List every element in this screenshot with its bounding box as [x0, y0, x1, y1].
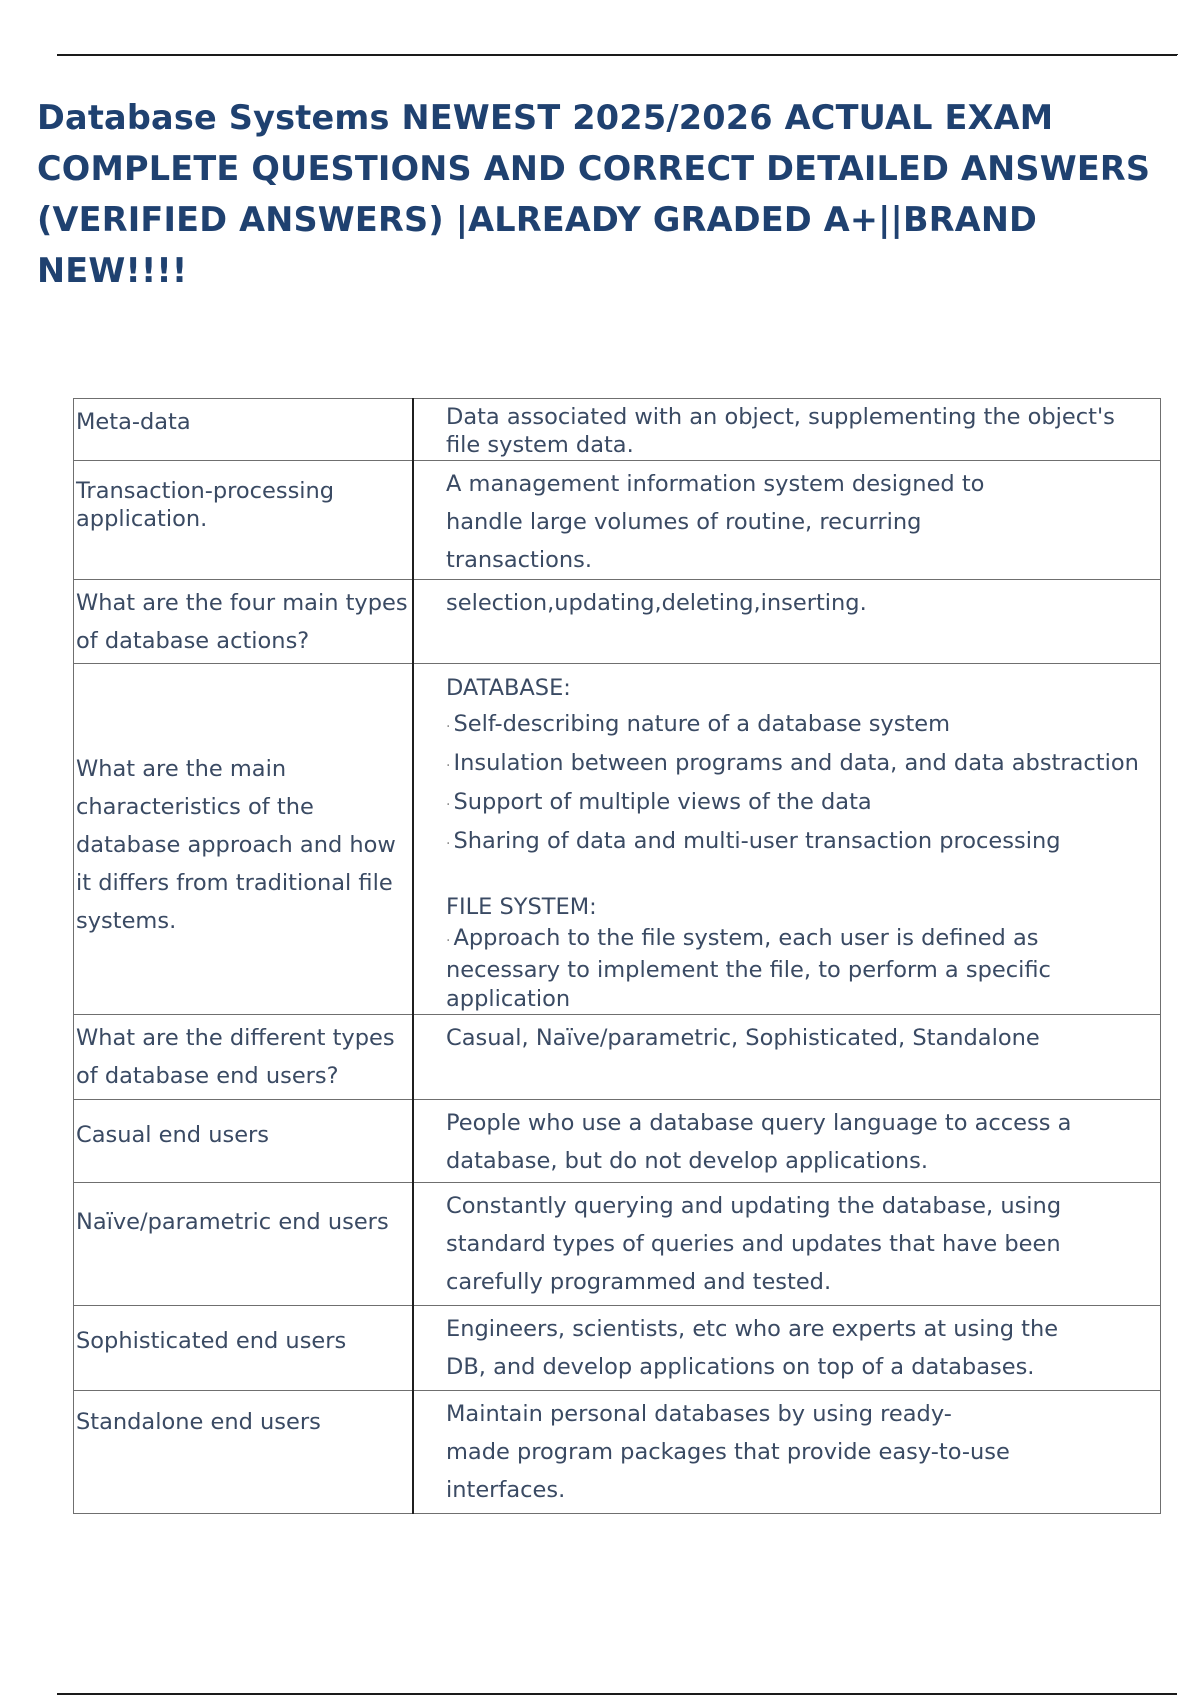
top-rule-tail	[1144, 54, 1178, 55]
file-system-heading: FILE SYSTEM:	[446, 894, 597, 920]
table-row	[74, 1183, 1161, 1306]
term-cell: Casual end users	[74, 1100, 414, 1183]
list-item: · Support of multiple views of the data	[446, 789, 872, 815]
bullet-icon: ·	[446, 933, 451, 949]
spacer	[446, 862, 1140, 890]
definition-cell: Constantly querying and updating the database, using standard types of queries and updates that have been carefully programmed and tested.	[413, 1183, 1161, 1306]
table-row	[74, 1306, 1161, 1391]
term-cell: What are the four main types of database actions?	[74, 580, 414, 664]
term-cell: Naïve/parametric end users	[74, 1183, 414, 1306]
definition-cell: selection,updating,deleting,inserting.	[413, 580, 1161, 664]
table-row	[74, 461, 1161, 580]
term-cell: Transaction-processing application.	[74, 461, 414, 580]
bullet-icon: ·	[446, 758, 451, 774]
table-row	[74, 580, 1161, 664]
bullet-icon: ·	[446, 797, 451, 813]
table-row	[74, 399, 1161, 461]
table-row	[74, 1100, 1161, 1183]
term-cell: What are the different types of database end users?	[74, 1015, 414, 1100]
definition-cell: People who use a database query language to access a database, but do not develop applications.	[413, 1100, 1161, 1183]
document-title: Database Systems NEWEST 2025/2026 ACTUAL EXAM COMPLETE QUESTIONS AND CORRECT DETAILED ANSWERS (VERIFIED ANSWERS) |ALREADY GRADED A+||BRAND NEW!!!!	[37, 98, 1151, 290]
list-item: · Insulation between programs and data, and data abstraction	[446, 750, 1139, 776]
definition-cell: Data associated with an object, supplementing the object's file system data.	[413, 399, 1161, 461]
definition-cell: Casual, Naïve/parametric, Sophisticated, Standalone	[413, 1015, 1161, 1100]
list-item: · Sharing of data and multi-user transaction processing	[446, 828, 1061, 854]
flashcard-table	[73, 398, 1161, 1514]
definition-cell: Maintain personal databases by using ready-made program packages that provide easy-to-use interfaces.	[413, 1391, 1161, 1514]
database-heading: DATABASE:	[446, 675, 571, 701]
definition-cell: Engineers, scientists, etc who are experts at using the DB, and develop applications on top of a databases.	[413, 1306, 1161, 1391]
bullet-icon: ·	[446, 836, 451, 852]
definition-cell	[413, 664, 1161, 1015]
table-row	[74, 1015, 1161, 1100]
term-cell: Sophisticated end users	[74, 1306, 414, 1391]
list-item: · Self-describing nature of a database system	[446, 711, 951, 737]
bottom-rule	[57, 1693, 1177, 1695]
table-row	[74, 664, 1161, 1015]
bullet-icon: ·	[446, 719, 451, 735]
term-cell: What are the main characteristics of the database approach and how it differs from traditional file systems.	[74, 664, 414, 1015]
term-cell: Standalone end users	[74, 1391, 414, 1514]
table-row	[74, 1391, 1161, 1514]
top-rule	[57, 54, 1177, 56]
file-system-text: · Approach to the file system, each user is defined as necessary to implement the file, to perform a specific application	[446, 925, 1051, 1012]
definition-cell: A management information system designed to handle large volumes of routine, recurring transactions.	[413, 461, 1161, 580]
term-cell: Meta-data	[74, 399, 414, 461]
